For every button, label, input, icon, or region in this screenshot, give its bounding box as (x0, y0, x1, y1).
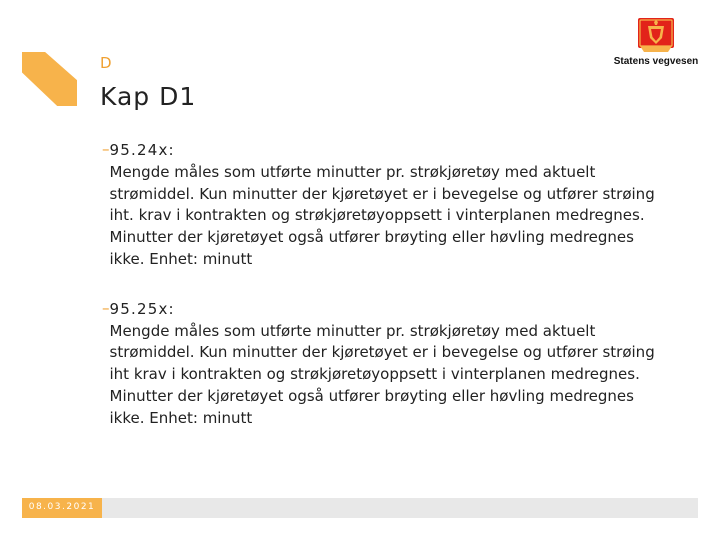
accent-shape (22, 52, 77, 106)
bullet-dash: – (102, 298, 110, 317)
bullet-code: 95.24x: (109, 141, 175, 159)
content-list (102, 140, 662, 458)
footer-bar (22, 498, 698, 518)
date-badge (22, 498, 102, 518)
bullet-text: Mengde måles som utførte minutter pr. strøkjøretøy med aktuelt strømiddel. Kun minutter der kjøretøyet er i bevegelse og utfører strøing iht krav i kontrakten og strøkjøretøyoppsett i vinterplanen medregnes. Minutter der kjøretøyet også utfører brøyting eller høvling medregnes ikke. Enhet: minutt (109, 321, 655, 427)
logo-emblem-icon (604, 16, 708, 56)
statens-vegvesen-logo (604, 16, 708, 72)
bullet-text: Mengde måles som utførte minutter pr. strøkjøretøy med aktuelt strømiddel. Kun minutter der kjøretøyet er i bevegelse og utfører strøing iht. krav i kontrakten og strøkjøretøyoppsett i vinterplanen medregnes. Minutter der kjøretøyet også utfører brøyting eller høvling medregnes ikke. Enhet: minutt (109, 162, 655, 268)
section-label: D (100, 54, 112, 72)
page-title: Kap D1 (100, 82, 197, 111)
bullet-item (102, 299, 662, 430)
bullet-item (102, 140, 662, 271)
bullet-dash: – (102, 140, 110, 158)
logo-text: Statens vegvesen (613, 56, 699, 67)
bullet-code: 95.25x: (109, 299, 175, 318)
footer-date: 08.03.2021 (28, 502, 96, 512)
bullet-body (110, 299, 663, 430)
bullet-body (110, 140, 663, 271)
